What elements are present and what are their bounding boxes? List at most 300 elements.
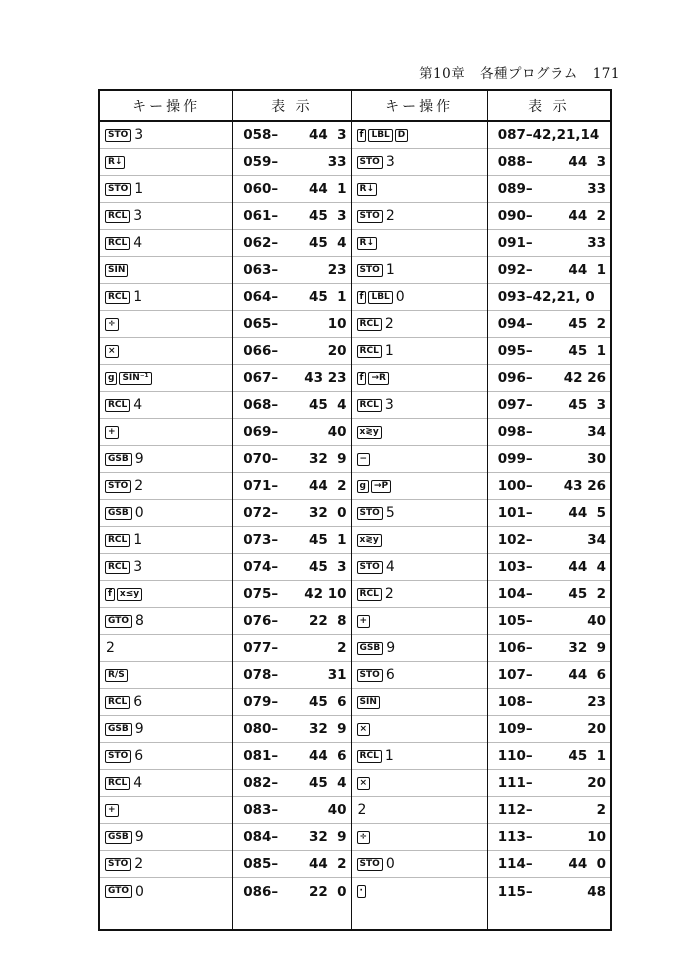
- key-sequence-cell: [352, 365, 487, 392]
- program-table: [98, 89, 612, 931]
- keycode: 45 3: [568, 397, 607, 413]
- key-argument: 3: [133, 208, 143, 224]
- display-cell: [233, 770, 350, 797]
- keycode: 44 1: [308, 181, 347, 197]
- display-cell: [488, 554, 610, 581]
- key-argument: 2: [106, 640, 115, 656]
- calculator-key: x≷y: [357, 426, 382, 439]
- key-sequence-cell: [352, 176, 487, 203]
- page-number: 171: [592, 66, 620, 82]
- keycode: 22 0: [308, 883, 347, 900]
- chapter-label: 第10章: [419, 66, 466, 82]
- display-cell: [233, 311, 350, 338]
- display-cell: [488, 743, 610, 770]
- keycode: 44 3: [568, 154, 607, 170]
- left-display-column: [233, 91, 351, 929]
- keycode: 48: [587, 883, 607, 900]
- keycode: 33: [587, 235, 607, 251]
- calculator-key: RCL: [105, 561, 130, 574]
- keycode: 44 2: [568, 208, 607, 224]
- keycode: 32 9: [568, 640, 607, 656]
- display-cell: [488, 473, 610, 500]
- calculator-key: STO: [105, 480, 131, 493]
- key-sequence-cell: [100, 554, 232, 581]
- keycode: 30: [587, 451, 607, 467]
- column-header: 表 示: [488, 91, 610, 122]
- keycode: 10: [327, 316, 347, 332]
- step-number: 086–: [243, 883, 279, 900]
- step-number: 110–: [497, 748, 533, 764]
- calculator-key: ÷: [357, 831, 371, 844]
- step-number: 106–: [497, 640, 533, 656]
- display-cell: [488, 500, 610, 527]
- keycode: 45 2: [568, 316, 607, 332]
- display-cell: [488, 635, 610, 662]
- calculator-key: x≷y: [357, 534, 382, 547]
- key-sequence-cell: [100, 419, 232, 446]
- key-argument: 5: [385, 505, 395, 521]
- calculator-key: RCL: [105, 399, 130, 412]
- calculator-key: RCL: [357, 399, 382, 412]
- step-number: 114–: [497, 856, 533, 872]
- keycode: 23: [587, 694, 607, 710]
- step-number: 060–: [243, 181, 279, 197]
- key-argument: 6: [385, 667, 395, 683]
- keycode: 31: [327, 667, 347, 683]
- display-cell: [233, 878, 350, 905]
- step-number: 102–: [497, 532, 533, 548]
- step-number: 068–: [243, 397, 279, 413]
- display-cell: [233, 743, 350, 770]
- key-argument: 1: [134, 181, 144, 197]
- key-sequence-cell: [352, 608, 487, 635]
- step-number: 072–: [243, 505, 279, 521]
- step-number: 111–: [497, 775, 533, 791]
- display-cell: [488, 716, 610, 743]
- step-number: 091–: [497, 235, 533, 251]
- keycode: 32 9: [308, 451, 347, 467]
- keycode: 44 6: [308, 748, 347, 764]
- display-cell: [488, 338, 610, 365]
- keycode: 45 3: [308, 559, 347, 575]
- display-cell: [233, 824, 350, 851]
- display-cell: [488, 176, 610, 203]
- key-argument: 4: [133, 235, 143, 251]
- display-cell: [488, 797, 610, 824]
- step-number: 078–: [243, 667, 279, 683]
- step-number: 082–: [243, 775, 279, 791]
- display-cell: [488, 392, 610, 419]
- keycode: 45 2: [568, 586, 607, 602]
- keycode: 23: [327, 262, 347, 278]
- keycode: 45 3: [308, 208, 347, 224]
- calculator-key: −: [357, 453, 371, 466]
- calculator-key: STO: [105, 750, 131, 763]
- key-sequence-cell: [100, 851, 232, 878]
- calculator-key: SIN: [105, 264, 128, 277]
- key-argument: 1: [384, 343, 394, 359]
- key-sequence-cell: [352, 635, 487, 662]
- calculator-key: STO: [357, 156, 383, 169]
- display-cell: [233, 257, 350, 284]
- calculator-key: STO: [357, 561, 383, 574]
- display-cell: [233, 338, 350, 365]
- keycode: 45 4: [308, 235, 347, 251]
- display-cell: [233, 716, 350, 743]
- calculator-key: GSB: [105, 453, 132, 466]
- keycode: 45 1: [568, 748, 607, 764]
- step-number: 063–: [243, 262, 279, 278]
- calculator-key: GSB: [105, 507, 132, 520]
- calculator-key: STO: [357, 264, 383, 277]
- step-number: 058–: [243, 127, 279, 143]
- key-argument: 2: [134, 478, 144, 494]
- display-cell: [233, 419, 350, 446]
- display-cell: [488, 581, 610, 608]
- right-display-rows: [488, 122, 610, 905]
- display-cell: [233, 365, 350, 392]
- calculator-key: ×: [357, 723, 371, 736]
- display-cell: [233, 527, 350, 554]
- step-number: 093–42,21, 0: [497, 289, 595, 305]
- display-cell: [488, 365, 610, 392]
- calculator-key: f: [357, 129, 367, 142]
- calculator-key: STO: [357, 858, 383, 871]
- display-cell: [233, 554, 350, 581]
- key-argument: 1: [384, 748, 394, 764]
- keycode: 32 9: [308, 721, 347, 737]
- display-cell: [488, 527, 610, 554]
- keycode: 33: [327, 154, 347, 170]
- keycode: 44 2: [308, 478, 347, 494]
- key-sequence-cell: [352, 446, 487, 473]
- key-sequence-cell: [352, 716, 487, 743]
- key-sequence-cell: [100, 338, 232, 365]
- calculator-key: RCL: [105, 291, 130, 304]
- display-cell: [233, 635, 350, 662]
- keycode: 44 1: [568, 262, 607, 278]
- step-number: 066–: [243, 343, 279, 359]
- calculator-key: RCL: [357, 750, 382, 763]
- key-sequence-cell: [100, 392, 232, 419]
- step-number: 071–: [243, 478, 279, 494]
- key-argument: 4: [133, 775, 143, 791]
- key-sequence-cell: [352, 230, 487, 257]
- display-cell: [233, 662, 350, 689]
- calculator-key: D: [395, 129, 408, 142]
- column-header: 表 示: [233, 91, 350, 122]
- key-sequence-cell: [352, 527, 487, 554]
- keycode: 2: [337, 640, 347, 656]
- key-argument: 6: [134, 748, 144, 764]
- keycode: 10: [587, 829, 607, 845]
- keycode: 42 10: [304, 586, 347, 602]
- calculator-key: SIN⁻¹: [119, 372, 151, 385]
- keycode: 44 6: [568, 667, 607, 683]
- calculator-key: GSB: [105, 723, 132, 736]
- right-display-column: [488, 91, 610, 929]
- key-sequence-cell: [100, 284, 232, 311]
- step-number: 105–: [497, 613, 533, 629]
- calculator-key: GTO: [105, 615, 132, 628]
- keycode: 43 26: [563, 478, 607, 494]
- step-number: 075–: [243, 586, 279, 602]
- calculator-key: R↓: [357, 183, 377, 196]
- calculator-key: R↓: [105, 156, 125, 169]
- calculator-key: x≤y: [117, 588, 142, 601]
- key-argument: 1: [133, 289, 143, 305]
- key-sequence-cell: [352, 338, 487, 365]
- step-number: 113–: [497, 829, 533, 845]
- step-number: 095–: [497, 343, 533, 359]
- step-number: 096–: [497, 370, 533, 386]
- key-argument: 0: [395, 289, 405, 305]
- display-cell: [233, 851, 350, 878]
- key-sequence-cell: [352, 851, 487, 878]
- key-sequence-cell: [100, 662, 232, 689]
- step-number: 061–: [243, 208, 279, 224]
- key-sequence-cell: [100, 635, 232, 662]
- key-sequence-cell: [100, 149, 232, 176]
- left-display-rows: [233, 122, 350, 905]
- calculator-key: RCL: [105, 210, 130, 223]
- keycode: 44 2: [308, 856, 347, 872]
- keycode: 34: [587, 424, 607, 440]
- key-sequence-cell: [352, 473, 487, 500]
- key-sequence-cell: [352, 878, 487, 905]
- key-argument: 4: [385, 559, 395, 575]
- key-sequence-cell: [352, 770, 487, 797]
- keycode: 20: [587, 775, 607, 791]
- display-cell: [233, 176, 350, 203]
- display-cell: [488, 122, 610, 149]
- key-sequence-cell: [352, 392, 487, 419]
- display-cell: [233, 446, 350, 473]
- key-sequence-cell: [100, 608, 232, 635]
- calculator-key: GTO: [105, 885, 132, 898]
- display-cell: [488, 662, 610, 689]
- key-sequence-cell: [100, 446, 232, 473]
- display-cell: [488, 608, 610, 635]
- display-cell: [233, 122, 350, 149]
- keycode: 33: [587, 181, 607, 197]
- key-argument: 8: [135, 613, 144, 629]
- calculator-key: R/S: [105, 669, 128, 682]
- key-argument: 2: [357, 802, 367, 818]
- key-sequence-cell: [100, 122, 232, 149]
- calculator-key: g: [357, 480, 369, 493]
- display-cell: [233, 797, 350, 824]
- key-sequence-cell: [100, 203, 232, 230]
- key-sequence-cell: [352, 203, 487, 230]
- display-cell: [488, 770, 610, 797]
- display-cell: [488, 230, 610, 257]
- keycode: 45 1: [568, 343, 607, 359]
- step-number: 080–: [243, 721, 279, 737]
- calculator-key: →R: [368, 372, 388, 385]
- key-sequence-cell: [352, 149, 487, 176]
- step-number: 100–: [497, 478, 533, 494]
- key-sequence-cell: [100, 581, 232, 608]
- keycode: 20: [327, 343, 347, 359]
- key-argument: 9: [386, 640, 396, 656]
- step-number: 098–: [497, 424, 533, 440]
- step-number: 092–: [497, 262, 533, 278]
- display-cell: [233, 500, 350, 527]
- calculator-key: RCL: [105, 534, 130, 547]
- step-number: 104–: [497, 586, 533, 602]
- step-number: 101–: [497, 505, 533, 521]
- key-sequence-cell: [100, 797, 232, 824]
- calculator-key: g: [105, 372, 117, 385]
- step-number: 089–: [497, 181, 533, 197]
- key-argument: 2: [134, 856, 144, 872]
- keycode: 2: [596, 802, 607, 818]
- keycode: 45 4: [308, 397, 347, 413]
- key-sequence-cell: [352, 689, 487, 716]
- calculator-key: STO: [105, 183, 131, 196]
- display-cell: [233, 392, 350, 419]
- calculator-key: f: [105, 588, 115, 601]
- display-cell: [233, 149, 350, 176]
- calculator-key: LBL: [368, 291, 392, 304]
- key-sequence-cell: [100, 527, 232, 554]
- keycode: 32 9: [308, 829, 347, 845]
- display-cell: [488, 878, 610, 905]
- display-cell: [233, 581, 350, 608]
- keycode: 22 8: [308, 613, 347, 629]
- display-cell: [488, 419, 610, 446]
- calculator-key: STO: [357, 210, 383, 223]
- key-sequence-cell: [352, 284, 487, 311]
- keycode: 45 4: [308, 775, 347, 791]
- step-number: 067–: [243, 370, 279, 386]
- calculator-key: RCL: [105, 237, 130, 250]
- step-number: 069–: [243, 424, 279, 440]
- display-cell: [488, 203, 610, 230]
- display-cell: [233, 689, 350, 716]
- calculator-key: R↓: [357, 237, 377, 250]
- key-argument: 0: [385, 856, 395, 872]
- calculator-key: STO: [105, 858, 131, 871]
- key-sequence-cell: [352, 500, 487, 527]
- key-argument: 2: [384, 316, 394, 332]
- right-key-rows: [352, 122, 487, 905]
- step-number: 083–: [243, 802, 279, 818]
- calculator-key: +: [357, 615, 371, 628]
- calculator-key: SIN: [357, 696, 380, 709]
- calculator-key: STO: [357, 669, 383, 682]
- calculator-key: STO: [105, 129, 131, 142]
- key-argument: 2: [385, 208, 395, 224]
- key-argument: 3: [385, 154, 395, 170]
- step-number: 087–42,21,14: [497, 127, 600, 143]
- keycode: 44 3: [308, 127, 347, 143]
- key-argument: 3: [133, 559, 143, 575]
- left-key-rows: [100, 122, 232, 905]
- key-sequence-cell: [100, 230, 232, 257]
- column-header: キー操作: [352, 91, 487, 122]
- keycode: 44 0: [568, 856, 607, 872]
- key-argument: 0: [135, 883, 144, 900]
- step-number: 088–: [497, 154, 533, 170]
- key-argument: 1: [133, 532, 143, 548]
- key-sequence-cell: [100, 824, 232, 851]
- step-number: 084–: [243, 829, 279, 845]
- keycode: 40: [327, 802, 347, 818]
- step-number: 065–: [243, 316, 279, 332]
- step-number: 081–: [243, 748, 279, 764]
- keycode: 45 6: [308, 694, 347, 710]
- step-number: 085–: [243, 856, 279, 872]
- display-cell: [233, 230, 350, 257]
- key-argument: 2: [384, 586, 394, 602]
- step-number: 073–: [243, 532, 279, 548]
- key-sequence-cell: [100, 473, 232, 500]
- display-cell: [233, 284, 350, 311]
- key-sequence-cell: [352, 311, 487, 338]
- right-key-column: [352, 91, 488, 929]
- key-argument: 3: [384, 397, 394, 413]
- keycode: 32 0: [308, 505, 347, 521]
- chapter-title: 各種プログラム: [480, 66, 578, 82]
- page-header: [300, 62, 620, 82]
- calculator-key: f: [357, 372, 367, 385]
- calculator-key: +: [105, 804, 119, 817]
- calculator-key: RCL: [357, 345, 382, 358]
- display-cell: [488, 851, 610, 878]
- step-number: 115–: [497, 883, 533, 900]
- key-argument: 1: [385, 262, 395, 278]
- key-sequence-cell: [352, 797, 487, 824]
- keycode: 45 1: [308, 532, 347, 548]
- key-sequence-cell: [352, 554, 487, 581]
- keycode: 43 23: [304, 370, 347, 386]
- key-sequence-cell: [100, 311, 232, 338]
- display-cell: [233, 203, 350, 230]
- key-argument: 4: [133, 397, 143, 413]
- step-number: 064–: [243, 289, 279, 305]
- calculator-key: +: [105, 426, 119, 439]
- step-number: 074–: [243, 559, 279, 575]
- calculator-key: LBL: [368, 129, 392, 142]
- calculator-key: ×: [105, 345, 119, 358]
- step-number: 062–: [243, 235, 279, 251]
- keycode: 40: [327, 424, 347, 440]
- step-number: 090–: [497, 208, 533, 224]
- display-cell: [488, 284, 610, 311]
- calculator-key: ×: [357, 777, 371, 790]
- keycode: 45 1: [308, 289, 347, 305]
- step-number: 109–: [497, 721, 533, 737]
- key-sequence-cell: [352, 419, 487, 446]
- key-sequence-cell: [100, 365, 232, 392]
- calculator-key: STO: [357, 507, 383, 520]
- step-number: 059–: [243, 154, 279, 170]
- calculator-key: f: [357, 291, 367, 304]
- calculator-key: GSB: [357, 642, 384, 655]
- keycode: 20: [587, 721, 607, 737]
- display-cell: [488, 824, 610, 851]
- key-sequence-cell: [100, 689, 232, 716]
- step-number: 112–: [497, 802, 533, 818]
- key-argument: 9: [134, 829, 144, 845]
- calculator-key: RCL: [357, 588, 382, 601]
- calculator-key: →P: [371, 480, 391, 493]
- keycode: 44 5: [568, 505, 607, 521]
- step-number: 097–: [497, 397, 533, 413]
- key-argument: 0: [134, 505, 144, 521]
